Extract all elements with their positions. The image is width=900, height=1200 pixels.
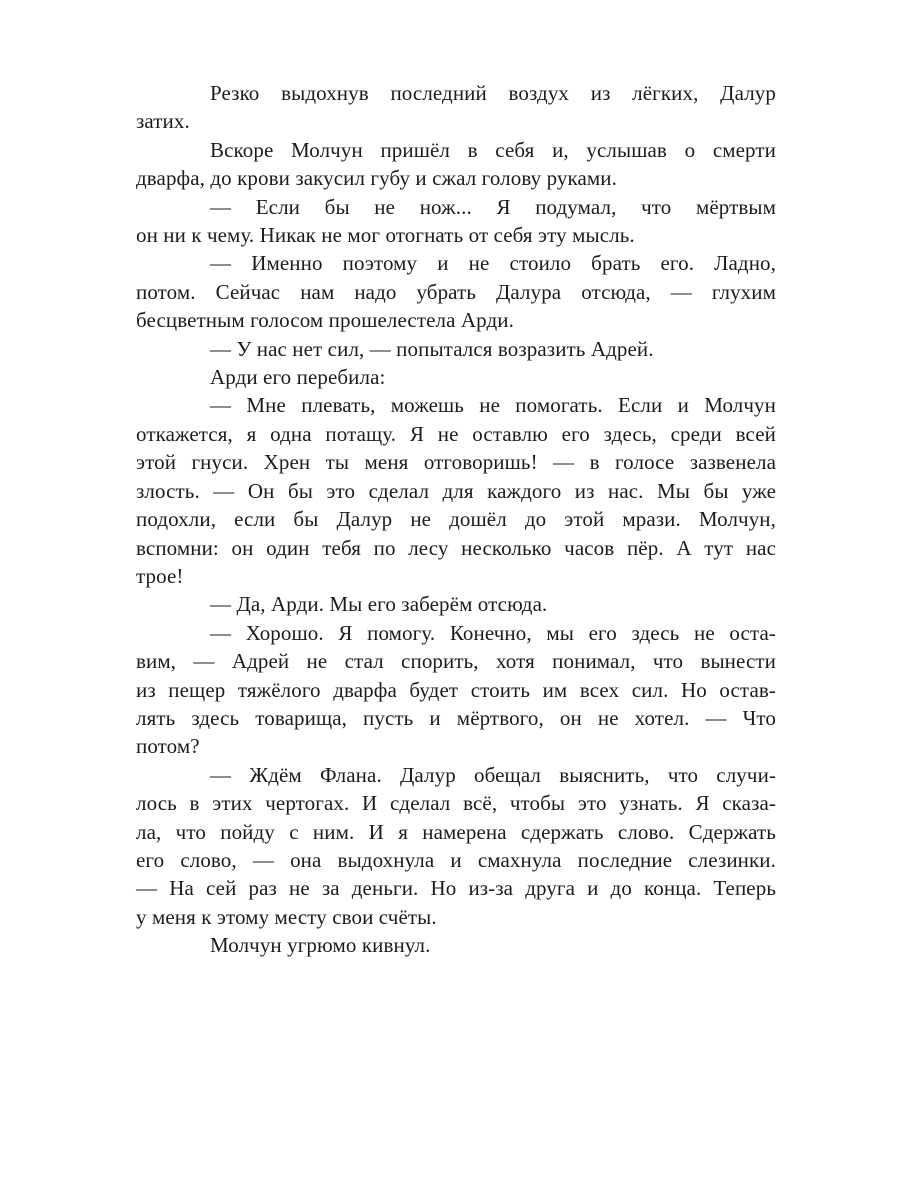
text-line: подохли, если бы Далур не дошёл до этой мрази. Молчун, (136, 507, 776, 532)
text-line: из пещер тяжёлого дварфа будет стоить им всех сил. Но остав- (136, 677, 776, 702)
paragraph (136, 590, 776, 618)
paragraph (136, 136, 776, 193)
text-line: этой гнуси. Хрен ты меня отговоришь! — в голосе зазвенела (136, 450, 776, 475)
text-line: дварфа, до крови закусил губу и сжал голову руками. (136, 166, 617, 191)
text-line: — Ждём Флана. Далур обещал выяснить, что случи- (210, 762, 776, 787)
text-block (136, 79, 776, 960)
paragraph (136, 391, 776, 590)
text-line: трое! (136, 563, 184, 588)
paragraph (136, 335, 776, 363)
text-line: — Хорошо. Я помогу. Конечно, мы его здесь не оста- (210, 620, 776, 645)
text-line: — Если бы не нож... Я подумал, что мёртвым (210, 194, 776, 219)
text-line: его слово, — она выдохнула и смахнула последние слезинки. (136, 847, 776, 872)
paragraph (136, 931, 776, 959)
text-line: ла, что пойду с ним. И я намерена сдержать слово. Сдержать (136, 819, 776, 844)
paragraph (136, 761, 776, 931)
paragraph (136, 363, 776, 391)
paragraph (136, 193, 776, 250)
text-line: вспомни: он один тебя по лесу несколько часов пёр. А тут нас (136, 535, 776, 560)
text-line: — Именно поэтому и не стоило брать его. Ладно, (210, 251, 776, 276)
text-line: потом. Сейчас нам надо убрать Далура отсюда, — глухим (136, 279, 776, 304)
text-line: затих. (136, 109, 190, 134)
text-line: он ни к чему. Никак не мог отогнать от себя эту мысль. (136, 223, 635, 248)
text-line: — Мне плевать, можешь не помогать. Если и Молчун (210, 393, 776, 418)
text-line: откажется, я одна потащу. Я не оставлю его здесь, среди всей (136, 421, 776, 446)
text-line: лось в этих чертогах. И сделал всё, чтобы это узнать. Я сказа- (136, 791, 776, 816)
paragraph (136, 249, 776, 334)
text-line: — У нас нет сил, — попытался возразить Адрей. (210, 336, 654, 361)
text-line: Резко выдохнув последний воздух из лёгких, Далур (210, 81, 776, 105)
text-line: лять здесь товарища, пусть и мёртвого, он не хотел. — Что (136, 705, 776, 730)
text-line: Вскоре Молчун пришёл в себя и, услышав о смерти (210, 137, 776, 162)
paragraph (136, 79, 776, 136)
text-line: бесцветным голосом прошелестела Арди. (136, 308, 514, 333)
text-line: у меня к этому месту свои счёты. (136, 904, 437, 929)
text-line: — На сей раз не за деньги. Но из-за друга и до конца. Теперь (136, 876, 776, 901)
text-line: потом? (136, 734, 200, 759)
text-line: — Да, Арди. Мы его заберём отсюда. (210, 592, 548, 617)
paragraph (136, 619, 776, 761)
text-line: Молчун угрюмо кивнул. (210, 933, 431, 958)
text-line: Арди его перебила: (210, 365, 386, 390)
text-line: злость. — Он бы это сделал для каждого из нас. Мы бы уже (136, 478, 776, 503)
text-line: вим, — Адрей не стал спорить, хотя понимал, что вынести (136, 649, 776, 674)
